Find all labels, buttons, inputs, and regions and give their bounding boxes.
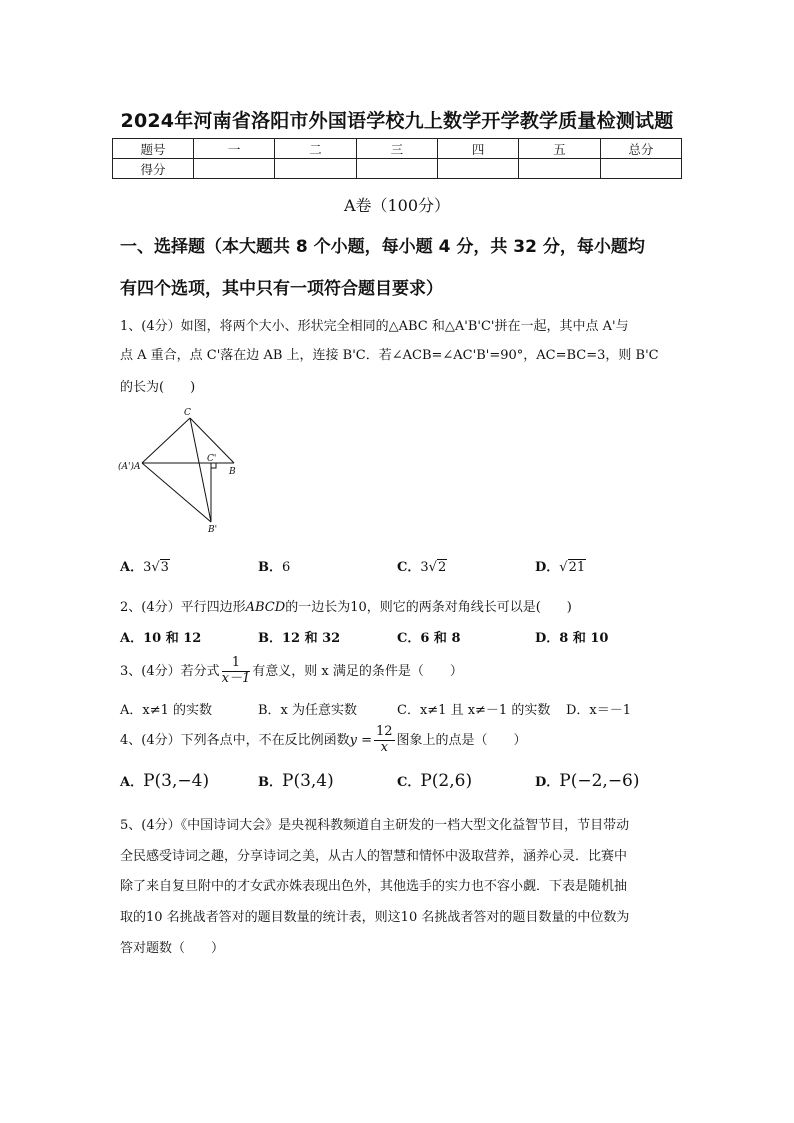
score-cell[interactable]: [194, 159, 275, 179]
q4-option-c[interactable]: C．P(2,6): [397, 771, 473, 791]
score-header-cell: 一: [194, 139, 275, 159]
q3-option-a[interactable]: A．x≠1 的实数: [120, 703, 213, 718]
q1-option-c[interactable]: C．3√2: [397, 560, 447, 575]
q5-text-line1: 5、(4分）《中国诗词大会》是央视科教频道自主研发的一档大型文化益智节目，节目带动: [120, 818, 630, 833]
q1-geometry-figure: [112, 406, 252, 538]
section1-heading-line2: 有四个选项，其中只有一项符合题目要求）: [120, 279, 443, 299]
segment-ac: [142, 418, 190, 463]
q2-text: 2、(4分）平行四边形ABCD的一边长为10，则它的两条对角线长可以是( ): [120, 600, 572, 615]
q2-option-b[interactable]: B．12 和 32: [258, 631, 341, 646]
q5-text-line2: 全民感受诗词之趣，分享诗词之美，从古人的智慧和情怀中汲取营养，涵养心灵．比赛中: [120, 849, 628, 864]
q3-option-d[interactable]: D．x＝－1: [566, 703, 632, 718]
score-header-cell: 总分: [600, 139, 681, 159]
q1-option-a[interactable]: A．3√3: [120, 560, 169, 575]
q1-option-d[interactable]: D．√21: [535, 560, 586, 575]
section-a-heading: A卷（100分）: [343, 196, 451, 215]
q1-option-b[interactable]: B．6: [258, 560, 291, 575]
page-title: 2024年河南省洛阳市外国语学校九上数学开学教学质量检测试题: [120, 110, 674, 132]
label-c-prime: C': [207, 454, 217, 464]
q4-option-d[interactable]: D．P(−2,−6): [535, 771, 640, 791]
label-a: (A')A: [118, 462, 141, 472]
q4-fraction: $\frac{12}{x}$: [376, 724, 393, 755]
score-header-cell: 二: [275, 139, 356, 159]
score-cell[interactable]: [356, 159, 437, 179]
label-b-prime: B': [208, 525, 218, 535]
score-header-cell: 四: [437, 139, 518, 159]
q3-option-c[interactable]: C．x≠1 且 x≠－1 的实数: [397, 703, 551, 718]
q1-text-line2: 点 A 重合，点 C'落在边 AB 上，连接 B'C．若∠ACB=∠AC'B'=90°，AC=BC=3，则 B'C: [120, 348, 659, 363]
label-b: B: [229, 467, 236, 477]
q4-text: 4、(4分）下列各点中，不在反比例函数y = $\frac{12}{x}$ 图象上的点是（ ）: [120, 724, 527, 755]
q1-text-line3: 的长为( ): [120, 380, 196, 395]
q2-option-a[interactable]: A．10 和 12: [120, 631, 202, 646]
q5-text-line5: 答对题数（ ）: [120, 941, 225, 956]
q3-text: 3、(4分）若分式 $\frac{1}{x-1}$ 有意义，则 x 满足的条件是（ ）: [120, 655, 463, 686]
q4-option-a[interactable]: A．P(3,−4): [120, 771, 210, 791]
section1-heading-line1: 一、选择题（本大题共 8 个小题，每小题 4 分，共 32 分，每小题均: [120, 237, 645, 257]
score-table-score-row: [113, 159, 682, 179]
q4-option-b[interactable]: B．P(3,4): [258, 771, 334, 791]
score-header-cell: 三: [356, 139, 437, 159]
q5-text-line3: 除了来自复旦附中的才女武亦姝表现出色外，其他选手的实力也不容小觑．下表是随机抽: [120, 879, 628, 894]
score-cell[interactable]: [519, 159, 600, 179]
score-row-label: 得分: [113, 159, 194, 179]
score-table-header-row: [113, 139, 682, 159]
q2-option-c[interactable]: C．6 和 8: [397, 631, 461, 646]
q3-fraction: $\frac{1}{x-1}$: [221, 655, 251, 686]
q1-text-line1: 1、(4分）如图，将两个大小、形状完全相同的△ABC 和△A'B'C'拼在一起，其中点 A'与: [120, 319, 629, 334]
score-header-cell: 五: [519, 139, 600, 159]
score-header-cell: 题号: [113, 139, 194, 159]
score-cell[interactable]: [600, 159, 681, 179]
score-cell[interactable]: [437, 159, 518, 179]
score-cell[interactable]: [275, 159, 356, 179]
q5-text-line4: 取的10 名挑战者答对的题目数量的统计表，则这10 名挑战者答对的题目数量的中位数为: [120, 910, 630, 925]
q3-option-b[interactable]: B．x 为任意实数: [258, 703, 358, 718]
score-table: [112, 138, 682, 179]
q2-option-d[interactable]: D．8 和 10: [535, 631, 609, 646]
label-c: C: [184, 408, 191, 418]
